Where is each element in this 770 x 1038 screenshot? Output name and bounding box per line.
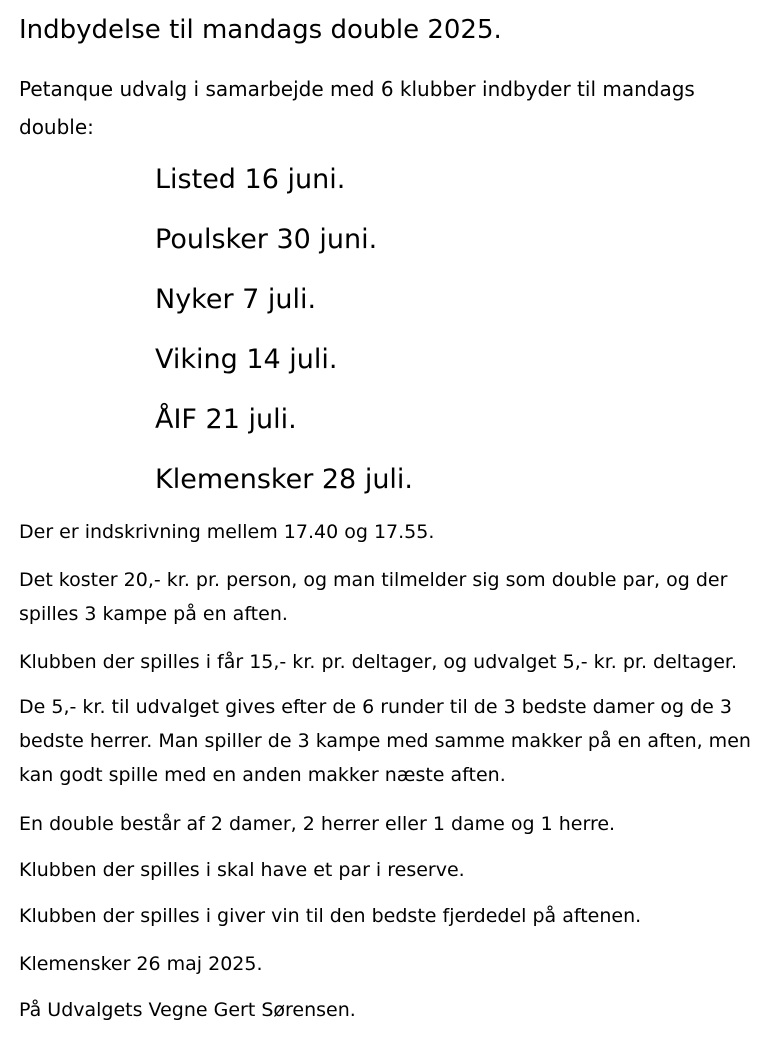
schedule-item: Klemensker 28 juli. — [155, 464, 414, 495]
schedule-item: Viking 14 juli. — [155, 344, 338, 375]
schedule-item: Poulsker 30 juni. — [155, 224, 378, 255]
schedule-item: Nyker 7 juli. — [155, 284, 317, 315]
distribution-paragraph: Klubben der spilles i får 15,- kr. pr. deltager, og udvalget 5,- kr. pr. deltager. — [19, 651, 738, 673]
team-composition-paragraph: En double består af 2 damer, 2 herrer eller 1 dame og 1 herre. — [19, 813, 616, 835]
registration-time-paragraph: Der er indskrivning mellem 17.40 og 17.55. — [19, 521, 435, 543]
date-paragraph: Klemensker 26 maj 2025. — [19, 953, 263, 975]
intro-paragraph: Petanque udvalg i samarbejde med 6 klubber indbyder til mandags double: — [19, 77, 695, 139]
reserve-paragraph: Klubben der spilles i skal have et par i reserve. — [19, 859, 465, 881]
signature-paragraph: På Udvalgets Vegne Gert Sørensen. — [19, 999, 356, 1021]
schedule-item: Listed 16 juni. — [155, 164, 346, 195]
price-paragraph: Det koster 20,- kr. pr. person, og man tilmelder sig som double par, og der spilles 3 kampe på en aften. — [19, 569, 728, 625]
schedule-item: ÅIF 21 juli. — [155, 404, 297, 435]
wine-paragraph: Klubben der spilles i giver vin til den bedste fjerdedel på aftenen. — [19, 905, 642, 927]
prize-paragraph: De 5,- kr. til udvalget gives efter de 6 runder til de 3 bedste damer og de 3 bedste herrer. Man spiller de 3 kampe med samme makker på en aften, men kan godt spille med en anden makker næste aften. — [19, 696, 751, 786]
document-title: Indbydelse til mandags double 2025. — [19, 15, 502, 45]
schedule-list — [155, 160, 413, 520]
